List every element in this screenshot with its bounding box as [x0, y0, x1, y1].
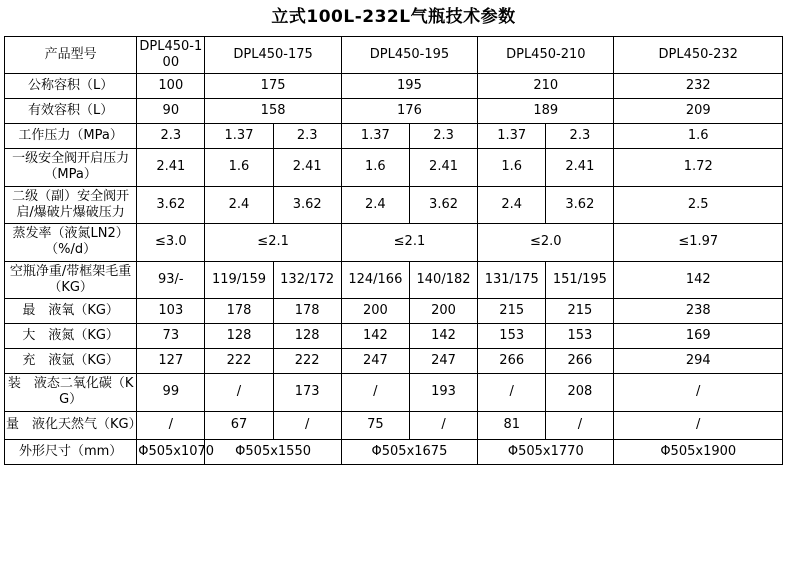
cell-value: 158 [205, 99, 341, 124]
cell-value: 247 [409, 349, 477, 374]
cell-value: / [341, 374, 409, 412]
cell-value: 3.62 [137, 186, 205, 224]
page-title: 立式100L-232L气瓶技术参数 [271, 7, 516, 27]
row-label: 空瓶净重/带框架毛重（KG） [5, 261, 137, 299]
cell-value: 178 [205, 299, 273, 324]
cell-value: 2.41 [137, 149, 205, 187]
table-row [5, 74, 783, 99]
cell-value: 128 [205, 324, 273, 349]
cell-value: 151/195 [546, 261, 614, 299]
cell-value: 93/- [137, 261, 205, 299]
cell-value: 127 [137, 349, 205, 374]
cell-value: 90 [137, 99, 205, 124]
cell-value: 195 [341, 74, 477, 99]
cell-value: 142 [614, 261, 783, 299]
cell-value: 153 [478, 324, 546, 349]
cell-value: 1.6 [205, 149, 273, 187]
cell-value: 238 [614, 299, 783, 324]
cell-value: 73 [137, 324, 205, 349]
cell-value: 81 [478, 411, 546, 439]
cell-value: 178 [273, 299, 341, 324]
row-label: 最 液氧（KG） [5, 299, 137, 324]
cell-value: 222 [205, 349, 273, 374]
cell-value: 1.6 [478, 149, 546, 187]
table-row [5, 149, 783, 187]
row-label: 外形尺寸（mm） [5, 439, 137, 464]
table-row [5, 299, 783, 324]
cell-value: 3.62 [273, 186, 341, 224]
cell-value: 294 [614, 349, 783, 374]
cell-value: 169 [614, 324, 783, 349]
table-row [5, 411, 783, 439]
cell-value: 200 [341, 299, 409, 324]
row-label: 量 液化天然气（KG） [5, 411, 137, 439]
cell-value: ≤3.0 [137, 224, 205, 262]
cell-value: / [546, 411, 614, 439]
cell-value: 128 [273, 324, 341, 349]
cell-value: 266 [478, 349, 546, 374]
cell-value: 99 [137, 374, 205, 412]
cell-value: 3.62 [546, 186, 614, 224]
model-header-5: DPL450-232 [614, 36, 783, 74]
cell-value: 193 [409, 374, 477, 412]
cell-value: Φ505x1900 [614, 439, 783, 464]
cell-value: 232 [614, 74, 783, 99]
cell-value: 153 [546, 324, 614, 349]
cell-value: 173 [273, 374, 341, 412]
cell-value: Φ505x1070 [137, 439, 205, 464]
model-header-1: DPL450-100 [137, 36, 205, 74]
cell-value: ≤2.1 [205, 224, 341, 262]
table-row [5, 124, 783, 149]
cell-value: 200 [409, 299, 477, 324]
cell-value: 208 [546, 374, 614, 412]
table-row [5, 186, 783, 224]
cell-value: 1.6 [341, 149, 409, 187]
cell-value: 2.41 [546, 149, 614, 187]
row-label: 公称容积（L） [5, 74, 137, 99]
cell-value: / [478, 374, 546, 412]
cell-value: ≤2.1 [341, 224, 477, 262]
cell-value: 2.3 [409, 124, 477, 149]
cell-value: 266 [546, 349, 614, 374]
cell-value: 176 [341, 99, 477, 124]
cell-value: / [614, 374, 783, 412]
cell-value: 2.4 [205, 186, 273, 224]
cell-value: 209 [614, 99, 783, 124]
cell-value: 2.41 [273, 149, 341, 187]
cell-value: Φ505x1675 [341, 439, 477, 464]
model-header-4: DPL450-210 [478, 36, 614, 74]
row-label: 工作压力（MPa） [5, 124, 137, 149]
cell-value: 142 [341, 324, 409, 349]
cell-value: 247 [341, 349, 409, 374]
row-label: 大 液氮（KG） [5, 324, 137, 349]
row-label: 一级安全阀开启压力（MPa） [5, 149, 137, 187]
cell-value: 2.3 [546, 124, 614, 149]
header-label: 产品型号 [5, 36, 137, 74]
cell-value: 100 [137, 74, 205, 99]
specifications-table [4, 36, 783, 465]
cell-value: 215 [546, 299, 614, 324]
cell-value: 140/182 [409, 261, 477, 299]
cell-value: 3.62 [409, 186, 477, 224]
row-label: 蒸发率（液氮LN2）（%/d） [5, 224, 137, 262]
table-row [5, 374, 783, 412]
cell-value: 210 [478, 74, 614, 99]
cell-value: 142 [409, 324, 477, 349]
table-row [5, 349, 783, 374]
row-label: 二级（副）安全阀开启/爆破片爆破压力 [5, 186, 137, 224]
table-row [5, 439, 783, 464]
row-label: 有效容积（L） [5, 99, 137, 124]
table-row [5, 261, 783, 299]
cell-value: / [273, 411, 341, 439]
cell-value: 119/159 [205, 261, 273, 299]
table-row [5, 99, 783, 124]
cell-value: Φ505x1770 [478, 439, 614, 464]
cell-value: / [137, 411, 205, 439]
cell-value: 222 [273, 349, 341, 374]
table-header-row [5, 36, 783, 74]
table-row [5, 224, 783, 262]
cell-value: 2.4 [341, 186, 409, 224]
model-header-2: DPL450-175 [205, 36, 341, 74]
cell-value: 215 [478, 299, 546, 324]
cell-value: 1.37 [205, 124, 273, 149]
table-row [5, 324, 783, 349]
cell-value: 2.3 [273, 124, 341, 149]
cell-value: ≤1.97 [614, 224, 783, 262]
cell-value: 132/172 [273, 261, 341, 299]
cell-value: 2.3 [137, 124, 205, 149]
cell-value: 1.72 [614, 149, 783, 187]
cell-value: 1.6 [614, 124, 783, 149]
cell-value: 67 [205, 411, 273, 439]
cell-value: / [205, 374, 273, 412]
cell-value: 175 [205, 74, 341, 99]
cell-value: 1.37 [341, 124, 409, 149]
cell-value: 2.5 [614, 186, 783, 224]
cell-value: 2.41 [409, 149, 477, 187]
row-label: 充 液氩（KG） [5, 349, 137, 374]
cell-value: 189 [478, 99, 614, 124]
cell-value: Φ505x1550 [205, 439, 341, 464]
row-label: 装 液态二氧化碳（KG） [5, 374, 137, 412]
cell-value: 2.4 [478, 186, 546, 224]
cell-value: ≤2.0 [478, 224, 614, 262]
cell-value: / [409, 411, 477, 439]
cell-value: / [614, 411, 783, 439]
cell-value: 131/175 [478, 261, 546, 299]
cell-value: 124/166 [341, 261, 409, 299]
model-header-3: DPL450-195 [341, 36, 477, 74]
cell-value: 75 [341, 411, 409, 439]
cell-value: 1.37 [478, 124, 546, 149]
cell-value: 103 [137, 299, 205, 324]
